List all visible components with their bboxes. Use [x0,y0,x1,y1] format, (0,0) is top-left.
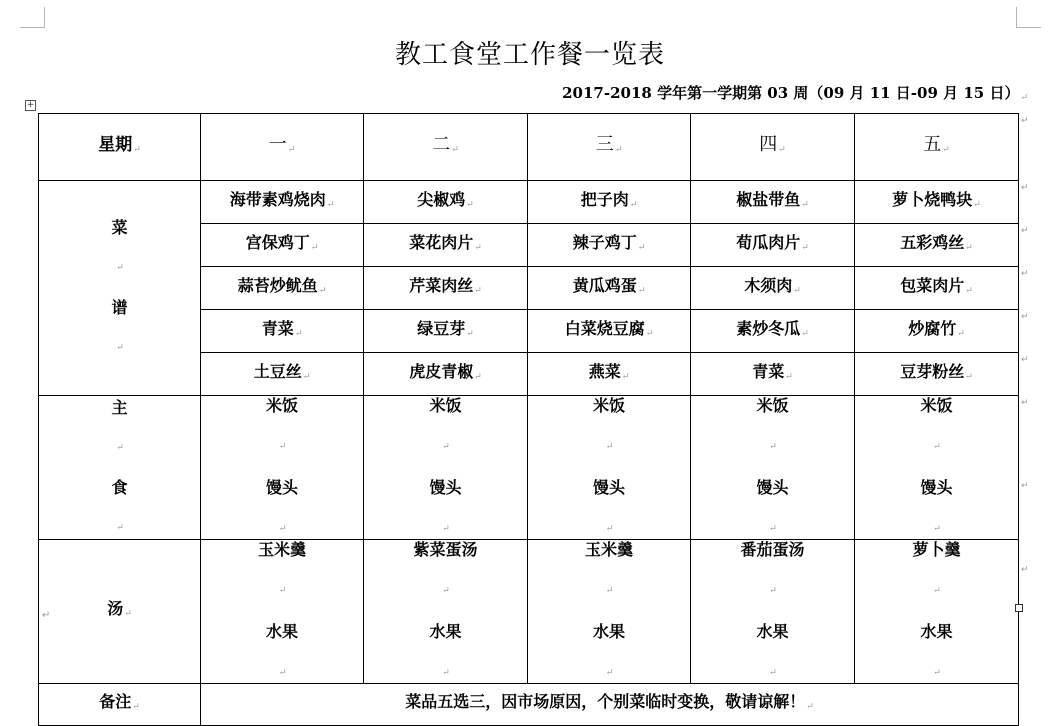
header-row [39,114,1019,181]
recipe-cell: 菜花肉片↵ [364,224,528,267]
recipe-cell: 青菜↵ [691,353,855,396]
menu-table [38,113,1019,726]
soup-cell: 番茄蛋汤 ↵ 水果 ↵ [691,540,855,684]
staple-cell: 米饭 ↵ 馒头 ↵ [528,396,691,540]
remark-row [39,684,1019,726]
recipe-cell: 蒜苔炒鱿鱼↵ [201,267,364,310]
recipe-cell: 绿豆芽↵ [364,310,528,353]
recipe-cell: 椒盐带鱼↵ [691,181,855,224]
recipe-cell: 辣子鸡丁↵ [528,224,691,267]
recipe-cell: 青菜↵ [201,310,364,353]
end-of-row-mark: ↵ [1021,565,1029,575]
staple-cell: 米饭 ↵ 馒头 ↵ [364,396,528,540]
soup-cell: 玉米羹 ↵ 水果 ↵ [201,540,364,684]
recipe-cell: 虎皮青椒↵ [364,353,528,396]
end-of-row-mark: ↵ [1021,398,1029,408]
end-of-row-mark: ↵ [1021,116,1029,126]
recipe-cell: 宫保鸡丁↵ [201,224,364,267]
soup-cell: 萝卜羹 ↵ 水果 ↵ [855,540,1019,684]
end-of-row-mark: ↵ [1021,183,1029,193]
document-title: 教工食堂工作餐一览表 [394,40,665,70]
recipe-cell: 尖椒鸡↵ [364,181,528,224]
end-of-row-mark: ↵ [1021,481,1029,491]
recipe-cell: 素炒冬瓜↵ [691,310,855,353]
end-of-row-mark: ↵ [1021,269,1029,279]
recipe-cell: 土豆丝↵ [201,353,364,396]
table-resize-handle[interactable] [1015,604,1023,612]
end-of-row-mark: ↵ [1021,355,1029,365]
recipe-cell: 豆芽粉丝↵ [855,353,1019,396]
recipe-cell: 芹菜肉丝↵ [364,267,528,310]
page-corner-mark-top-right [1016,7,1041,28]
header-cell-weekday: 星期↵ [39,114,201,181]
recipe-cell: 五彩鸡丝↵ [855,224,1019,267]
table-move-handle-icon[interactable]: + [26,100,35,110]
header-cell-tue: 二↵ [364,114,528,181]
soup-cell: 紫菜蛋汤 ↵ 水果 ↵ [364,540,528,684]
header-cell-thu: 四↵ [691,114,855,181]
recipe-cell: 黄瓜鸡蛋↵ [528,267,691,310]
final-paragraph-mark: ↵ [42,610,51,621]
staple-cell: 米饭 ↵ 馒头 ↵ [855,396,1019,540]
header-cell-wed: 三↵ [528,114,691,181]
staple-cell: 米饭 ↵ 馒头 ↵ [201,396,364,540]
header-cell-mon: 一↵ [201,114,364,181]
soup-row [39,540,1019,684]
page-corner-mark-top-left [20,7,45,28]
recipe-cell: 萝卜烧鸭块↵ [855,181,1019,224]
recipe-cell: 荀瓜肉片↵ [691,224,855,267]
header-cell-fri: 五↵ [855,114,1019,181]
staple-row [39,396,1019,540]
recipe-cell: 燕菜↵ [528,353,691,396]
staple-label: 主 ↵ 食 ↵ [39,396,201,540]
recipe-label: 菜 ↵ 谱 ↵ [39,181,201,396]
recipe-cell: 海带素鸡烧肉↵ [201,181,364,224]
recipe-row [39,181,1019,224]
end-of-row-mark: ↵ [1021,312,1029,322]
recipe-cell: 把子肉↵ [528,181,691,224]
recipe-cell: 木须肉↵ [691,267,855,310]
soup-cell: 玉米羹 ↵ 水果 ↵ [528,540,691,684]
recipe-cell: 炒腐竹↵ [855,310,1019,353]
paragraph-mark: ↵ [1020,93,1028,103]
soup-label: 汤↵ [39,540,201,684]
end-of-row-mark: ↵ [1021,226,1029,236]
recipe-cell: 包菜肉片↵ [855,267,1019,310]
remark-label: 备注↵ [39,684,201,726]
staple-cell: 米饭 ↵ 馒头 ↵ [691,396,855,540]
recipe-cell: 白菜烧豆腐↵ [528,310,691,353]
remark-text: 菜品五选三，因市场原因，个别菜临时变换，敬请谅解！↵ [201,684,1019,726]
week-subtitle: 2017-2018 学年第一学期第 03 周（09 月 11 日-09 月 15 日）↵ [562,84,1028,103]
